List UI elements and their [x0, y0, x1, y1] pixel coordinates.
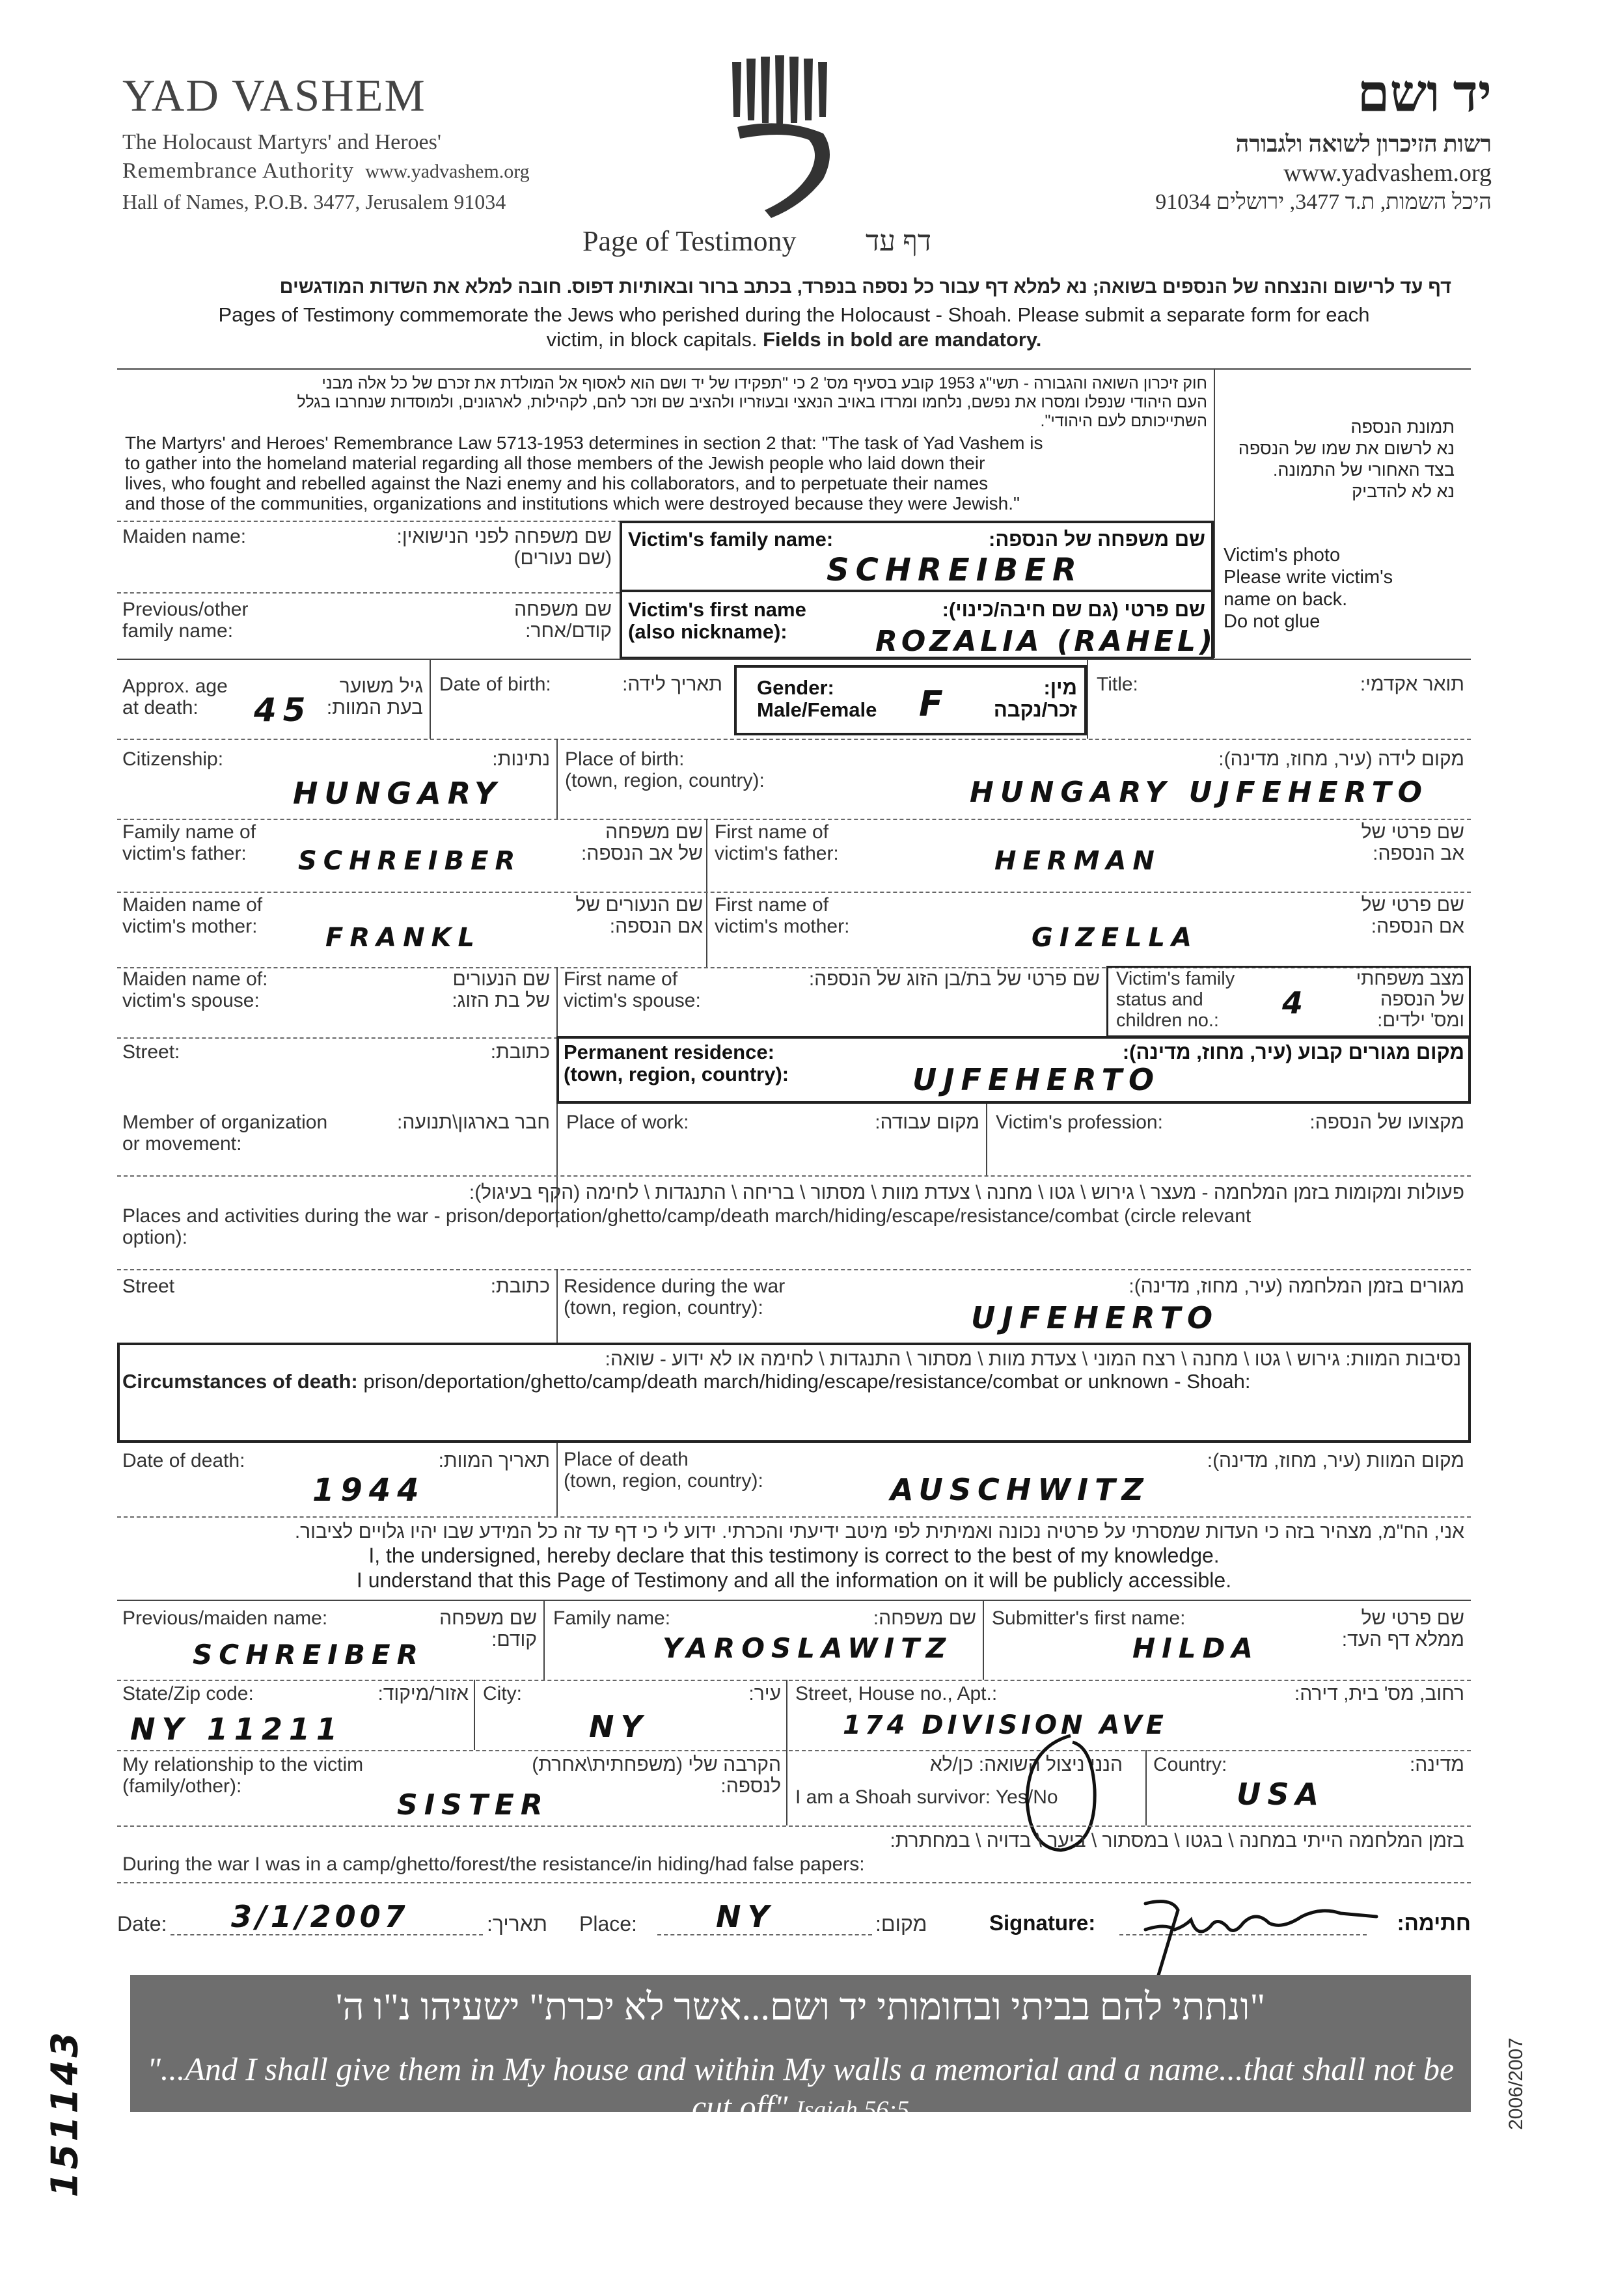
- children-count-value[interactable]: 4: [1282, 985, 1310, 1020]
- gender-value[interactable]: F: [919, 683, 950, 724]
- declaration-en-1: I, the undersigned, hereby declare that this testimony is correct to the best of my knowledge.: [368, 1544, 1220, 1567]
- mother-maiden-name-label-he: [508, 894, 703, 937]
- victim-first-name-label-he: שם פרטי (גם שם חיבה/כינוי):: [942, 598, 1205, 621]
- country-value[interactable]: USA: [1237, 1777, 1326, 1812]
- victim-first-name-value[interactable]: ROZALIA (RAHEL): [875, 625, 1217, 658]
- relationship-label-he: הקרבה שלי (משפחתית\אחרת) לנספה:: [532, 1754, 781, 1797]
- law-en-4: and those of the communities, organizations and institutions which were destroyed because they were Jewish.": [125, 493, 1020, 513]
- maiden-he-1: שם משפחה לפני הנישואין:: [396, 526, 612, 547]
- profession-label-he: מקצועו של הנספה:: [1309, 1112, 1464, 1133]
- photo-en-4: Do not glue: [1224, 611, 1320, 632]
- smaid-en-2: victim's spouse:: [122, 990, 260, 1011]
- law-he-3: השתייכותם לעם היהודי".: [1040, 412, 1207, 430]
- mother-first-name-label: [715, 894, 849, 937]
- ffirst-he-1: שם פרטי של: [1361, 821, 1464, 843]
- zip-label-he: אזור/מיקוד:: [377, 1683, 469, 1704]
- stat-en-1: Victim's family: [1116, 968, 1235, 989]
- org-subtitle2-en: [122, 159, 530, 184]
- quote-en: [130, 2050, 1471, 2125]
- death-date-label: Date of death:: [122, 1450, 245, 1471]
- gender-label: [757, 677, 877, 721]
- perm-en-1: Permanent residence:: [564, 1041, 774, 1063]
- spouse-first-name-label-he: שם פרטי של בת/בן הזוג של הנספה:: [808, 968, 1100, 990]
- relationship-label: [122, 1754, 363, 1797]
- activities-label-he: פעולות ומקומות בזמן המלחמה - מעצר \ גירוש \ גטו \ מחנה \ צעדת מוות \ מסתור \ בריחה \ התנגדות \ לחימה (הקף בעיגול):: [469, 1182, 1464, 1203]
- place-label: Place:: [579, 1912, 637, 1935]
- pod-en-2: (town, region, country):: [564, 1470, 763, 1492]
- father-family-name-label: [122, 821, 256, 864]
- rel-en-2: (family/other):: [122, 1775, 242, 1797]
- death-place-label-he: מקום המוות (עיר, מחוז, מדינה):: [1207, 1450, 1464, 1471]
- prev-he-1: שם משפחה: [514, 599, 612, 620]
- sfirst-en-1: First name of: [564, 968, 678, 990]
- stat-he-2: של הנספה: [1380, 989, 1464, 1010]
- photo-box-en: [1224, 544, 1393, 633]
- dob-label-he: תאריך לידה:: [622, 674, 722, 695]
- relationship-value[interactable]: SISTER: [397, 1788, 549, 1822]
- smaid-he-1: שם הנעורים: [452, 968, 550, 990]
- street-label: Street:: [122, 1041, 180, 1063]
- age-he-1: גיל משוער: [339, 676, 423, 697]
- pod-en-1: Place of death: [564, 1449, 689, 1470]
- intro-en-line1: Pages of Testimony commemorate the Jews who perished during the Holocaust - Shoah. Please submit a separate form for each: [218, 303, 1370, 326]
- intro-he: דף עד לרישום והנצחה של הנספים בשואה; נא למלא דף עבור כל נספה בנפרד, בכתב ברור ובאותיות דפוס. חובה למלא את השדות המודגשים: [279, 277, 1451, 297]
- place-value[interactable]: NY: [716, 1899, 776, 1934]
- war-en-2: (town, region, country):: [564, 1297, 763, 1319]
- maiden-name-label: Maiden name:: [122, 526, 247, 547]
- photo-en-2: Please write victim's: [1224, 567, 1393, 588]
- right-margin-code: 2006/2007: [1505, 2038, 1527, 2130]
- spouse-maiden-name-label: [122, 968, 267, 1011]
- place-label-he: מקום:: [875, 1912, 927, 1935]
- signature-label: Signature:: [989, 1911, 1096, 1935]
- victim-family-name-value[interactable]: SCHREIBER: [827, 552, 1083, 588]
- street-war-label: Street: [122, 1276, 175, 1297]
- address-en: Hall of Names, P.O.B. 3477, Jerusalem 91034: [122, 190, 506, 213]
- ffam-he-2: של אב הנספה:: [581, 843, 703, 864]
- birth-place-label-he: מקום לידה (עיר, מחוז, מדינה):: [1218, 748, 1464, 770]
- signature-label-he: חתימה:: [1397, 1911, 1471, 1935]
- intro-en-part: victim, in block capitals.: [546, 328, 763, 351]
- submitter-family-name-label-he: שם משפחה:: [873, 1607, 976, 1629]
- gender-he-2: זכר/נקבה: [993, 698, 1077, 721]
- intro-en-line2: [117, 328, 1471, 351]
- law-en-2: to gather into the homeland material regarding all those members of the Jewish people who laid down their: [125, 453, 985, 473]
- survivor-label-he: הנני ניצול השואה: כן/לא: [929, 1754, 1123, 1775]
- sprev-he-2: קודם:: [491, 1629, 537, 1650]
- photo-en-3: name on back.: [1224, 589, 1348, 610]
- submitter-prev-name-label: Previous/maiden name:: [122, 1607, 328, 1629]
- declaration-en-2: I understand that this Page of Testimony and all the information on it will be publicly accessible.: [356, 1568, 1232, 1592]
- gender-en-1: Gender:: [757, 676, 834, 699]
- war-residence-label: [564, 1276, 785, 1319]
- father-family-name-value[interactable]: SCHREIBER: [298, 846, 522, 876]
- photo-he-4: נא לא להדביק: [1352, 482, 1455, 501]
- stat-he-3: ומס' ילדים:: [1377, 1010, 1464, 1031]
- age-value[interactable]: 45: [254, 691, 312, 729]
- victim-first-name-label: [628, 599, 806, 643]
- org-authority: Remembrance Authority: [122, 159, 355, 183]
- photo-he-1: תמונת הנספה: [1350, 417, 1455, 437]
- website-he: www.yadvashem.org: [1283, 159, 1492, 187]
- war-en-1: Residence during the war: [564, 1276, 786, 1297]
- ffam-en-2: victim's father:: [122, 843, 247, 864]
- age-en-1: Approx. age: [122, 676, 228, 697]
- citizenship-value[interactable]: HUNGARY: [293, 776, 503, 811]
- yad-vashem-logo: [726, 55, 840, 225]
- photo-he-3: בצד האחורי של התמונה.: [1272, 460, 1455, 480]
- survivor-label-en: I am a Shoah survivor: Yes/No: [795, 1786, 1058, 1808]
- mother-first-name-label-he: [1237, 894, 1464, 937]
- death-date-label-he: תאריך המוות:: [438, 1450, 550, 1471]
- ffirst-en-1: First name of: [715, 821, 829, 843]
- mfirst-he-2: אם הנספה:: [1371, 916, 1464, 937]
- prev-en-2: family name:: [122, 620, 234, 642]
- submitter-first-name-label: Submitter's first name:: [992, 1607, 1186, 1629]
- father-first-name-label-he: [1237, 821, 1464, 864]
- place-of-work-label: Place of work:: [566, 1112, 689, 1133]
- permanent-residence-label-he: מקום מגורים קבוע (עיר, מחוז, מדינה):: [1122, 1041, 1464, 1063]
- circumstances-label-he: נסיבות המוות: גירוש \ גטו \ מחנה \ רצח המוני \ צעדת מוות \ מסתור \ התנגדות \ לחימה או לא ידוע - שואה:: [605, 1348, 1461, 1370]
- street-house-value[interactable]: 174 DIVISION AVE: [843, 1710, 1168, 1740]
- smaid-he-2: של בת הזוג:: [452, 990, 550, 1011]
- rel-en-1: My relationship to the victim: [122, 1754, 364, 1775]
- mandatory-note: Fields in bold are mandatory.: [763, 328, 1042, 351]
- submitter-first-name-value[interactable]: HILDA: [1132, 1632, 1259, 1664]
- perm-en-2: (town, region, country):: [564, 1063, 789, 1086]
- city-label-he: עיר:: [748, 1683, 781, 1704]
- law-he-1: חוק זיכרון השואה והגבורה - תשי"ג 1953 קובע בסעיף מס' 2 כי "תפקידו של יד ושם הוא לאסוף אל המולדת את זכרם של כל אלה מבני: [321, 374, 1207, 392]
- wartime-label-en: During the war I was in a camp/ghetto/forest/the resistance/in hiding/had false papers:: [122, 1853, 865, 1875]
- org-subtitle-he: רשות הזיכרון לשואה ולגבורה: [1235, 131, 1492, 157]
- mfirst-he-1: שם פרטי של: [1361, 894, 1464, 916]
- org-subtitle-en: The Holocaust Martyrs' and Heroes': [122, 130, 441, 154]
- family-status-label-he: [1341, 968, 1464, 1031]
- mfirst-en-1: First name of: [715, 894, 829, 916]
- org-name-en: YAD VASHEM: [122, 71, 426, 121]
- smaid-en-1: Maiden name of:: [122, 968, 268, 990]
- age-label-he: [306, 676, 423, 718]
- birth-place-label: [565, 748, 765, 791]
- victim-family-name-label: Victim's family name:: [628, 528, 834, 551]
- victim-family-name-label-he: שם משפחה של הנספה:: [989, 528, 1205, 551]
- citizenship-label: Citizenship:: [122, 748, 224, 770]
- age-he-2: בעת המוות:: [326, 697, 423, 718]
- ffam-he-1: שם משפחה: [605, 821, 703, 843]
- age-en-2: at death:: [122, 697, 198, 718]
- quote-he: "ונתתי להם בביתי ובחומותי יד ושם...אשר לא יכרת" ישעיהו נ"ו ה': [335, 1986, 1266, 2028]
- stat-he-1: מצב משפחתי: [1356, 968, 1464, 989]
- prev-he-2: קודם/אחר:: [525, 620, 612, 642]
- ffirst-en-2: victim's father:: [715, 843, 839, 864]
- stat-en-2: status and: [1116, 989, 1203, 1010]
- photo-he-2: נא לרשום את שמו של הנספה: [1238, 439, 1455, 458]
- war-residence-value[interactable]: UJFEHERTO: [971, 1300, 1220, 1335]
- father-first-name-label: [715, 821, 839, 864]
- permanent-residence-label: [564, 1041, 789, 1086]
- zip-label: State/Zip code:: [122, 1683, 254, 1704]
- address-he: היכל השמות, ת.ד 3477, ירושלים 91034: [1155, 190, 1492, 214]
- prev-en-1: Previous/other: [122, 599, 249, 620]
- citizenship-label-he: נתינות:: [492, 748, 550, 770]
- org-en-2: or movement:: [122, 1133, 242, 1155]
- stat-en-3: children no.:: [1116, 1010, 1219, 1031]
- street-label-he: כתובת:: [490, 1041, 550, 1063]
- father-family-name-label-he: [508, 821, 703, 864]
- birth-place-value[interactable]: HUNGARY UJFEHERTO: [970, 776, 1429, 809]
- org-name-he: יד ושם: [1357, 66, 1492, 123]
- sprev-he-1: שם משפחה: [439, 1607, 537, 1629]
- maiden-he-2: (שם נעורים): [513, 547, 612, 569]
- organization-label: [122, 1112, 327, 1155]
- law-en-3: lives, who fought and rebelled against the Nazi enemy and his collaborators, and to perpetuate their names: [125, 473, 989, 493]
- title-label: Title:: [1097, 674, 1138, 695]
- ffirst-he-2: אב הנספה:: [1373, 843, 1464, 864]
- mmaid-he-1: שם הנעורים של: [575, 894, 703, 916]
- pob-en-1: Place of birth:: [565, 748, 685, 770]
- place-of-work-label-he: מקום עבודה:: [875, 1112, 979, 1133]
- activities-label-en-2: option):: [122, 1227, 188, 1248]
- law-he-2: העם היהודי שנפלו ומסרו את נפשם, נלחמו ומרדו באויב הנאצי ובעוזריו ולהציב שם וזכר להם, לקהילות, לארגונים, ולמוסדות שנחרבו בגלל: [297, 393, 1207, 411]
- form-title-he: דף עד: [866, 225, 932, 257]
- form-title: Page of Testimony: [582, 225, 797, 257]
- website-en: www.yadvashem.org: [365, 161, 530, 182]
- street-house-label-he: רחוב, מס' בית, דירה:: [1294, 1683, 1464, 1704]
- permanent-residence-value[interactable]: UJFEHERTO: [912, 1062, 1161, 1097]
- sfirstn-he-2: ממלא דף העד:: [1341, 1629, 1464, 1650]
- photo-en-1: Victim's photo: [1224, 545, 1341, 566]
- spouse-maiden-name-label-he: [390, 968, 550, 1011]
- declaration-he: אני, הח"מ, מצהיר בזה כי העדות שמסרתי על פרטיה נכונה ואמיתית לפי מיטב ידיעתי והכרתי. ידוע לי כי דף עד זה כל המידע שבו יהיו גלויים לציבור.: [294, 1521, 1464, 1542]
- death-place-value[interactable]: AUSCHWITZ: [890, 1472, 1150, 1507]
- circumstances-label-en: [122, 1370, 1250, 1393]
- maiden-name-label-he: [351, 526, 612, 569]
- sfirstn-he-1: שם פרטי של: [1361, 1607, 1464, 1629]
- organization-label-he: חבר בארגון\תנועה:: [397, 1112, 550, 1133]
- mmaid-en-2: victim's mother:: [122, 916, 258, 937]
- left-margin-id: 151143: [44, 2029, 87, 2198]
- submitter-family-name-label: Family name:: [553, 1607, 671, 1629]
- mfirst-en-2: victim's mother:: [715, 916, 850, 937]
- gender-label-he: [963, 677, 1077, 721]
- spouse-first-name-label: [564, 968, 701, 1011]
- circumstances-bold: Circumstances of death:: [122, 1370, 358, 1393]
- title-label-he: תואר אקדמי:: [1360, 674, 1464, 695]
- mother-first-name-value[interactable]: GIZELLA: [1032, 923, 1198, 953]
- date-label: Date:: [117, 1912, 167, 1935]
- submitter-family-name-value[interactable]: YAROSLAWITZ: [663, 1632, 953, 1664]
- mmaid-he-2: אם הנספה:: [609, 916, 703, 937]
- first-en-2: (also nickname):: [628, 620, 787, 643]
- mmaid-en-1: Maiden name of: [122, 894, 263, 916]
- org-en-1: Member of organization: [122, 1112, 328, 1133]
- profession-label: Victim's profession:: [996, 1112, 1163, 1133]
- previous-family-name-label: [122, 599, 248, 642]
- city-value[interactable]: NY: [589, 1709, 649, 1744]
- quote-en-text: "...And I shall give them in My house and within My walls a memorial and a name...that shall not be cut off": [146, 2051, 1455, 2125]
- zip-value[interactable]: NY 11211: [130, 1712, 344, 1747]
- signature-scribble[interactable]: [1119, 1891, 1380, 1988]
- date-value[interactable]: 3/1/2007: [231, 1899, 409, 1934]
- country-label-he: מדינה:: [1409, 1754, 1464, 1775]
- gender-en-2: Male/Female: [757, 698, 877, 721]
- law-en-1: The Martyrs' and Heroes' Remembrance Law 5713-1953 determines in section 2 that: "The task of Yad Vashem is: [125, 433, 1043, 453]
- previous-family-name-label-he: [417, 599, 612, 642]
- pob-en-2: (town, region, country):: [565, 770, 765, 791]
- death-place-label: [564, 1449, 763, 1492]
- mother-maiden-name-label: [122, 894, 262, 937]
- submitter-prev-name-value[interactable]: SCHREIBER: [193, 1639, 424, 1671]
- ffam-en-1: Family name of: [122, 821, 256, 843]
- quote-ref: Isaiah 56:5: [795, 2096, 910, 2124]
- activities-label-en-1: Places and activities during the war - prison/deportation/ghetto/camp/death march/hiding/escape/resistance/combat (circle relevant: [122, 1205, 1252, 1227]
- first-en-1: Victim's first name: [628, 598, 806, 621]
- wartime-label-he: בזמן המלחמה הייתי במחנה \ בגטו \ במסתור \ ביער \ בדויה \ במחתרת:: [890, 1830, 1464, 1852]
- country-label: Country:: [1153, 1754, 1227, 1775]
- city-label: City:: [483, 1683, 522, 1704]
- death-date-value[interactable]: 1944: [312, 1472, 426, 1509]
- mother-maiden-name-value[interactable]: FRANKL: [325, 923, 482, 953]
- submitter-first-name-label-he: [1302, 1607, 1464, 1650]
- dob-label: Date of birth:: [439, 674, 551, 695]
- sfirst-en-2: victim's spouse:: [564, 990, 701, 1011]
- date-label-he: תאריך:: [487, 1912, 547, 1935]
- photo-box-he: [1224, 417, 1455, 502]
- father-first-name-value[interactable]: HERMAN: [994, 846, 1161, 876]
- age-label: [122, 676, 228, 718]
- war-residence-label-he: מגורים בזמן המלחמה (עיר, מחוז, מדינה):: [1128, 1276, 1464, 1297]
- family-status-label: [1116, 968, 1235, 1031]
- street-war-label-he: כתובת:: [490, 1276, 550, 1297]
- circumstances-options: prison/deportation/ghetto/camp/death march/hiding/escape/resistance/combat or unknown - Shoah:: [357, 1370, 1251, 1393]
- street-house-label: Street, House no., Apt.:: [795, 1683, 998, 1704]
- gender-he-1: מין:: [1043, 676, 1077, 699]
